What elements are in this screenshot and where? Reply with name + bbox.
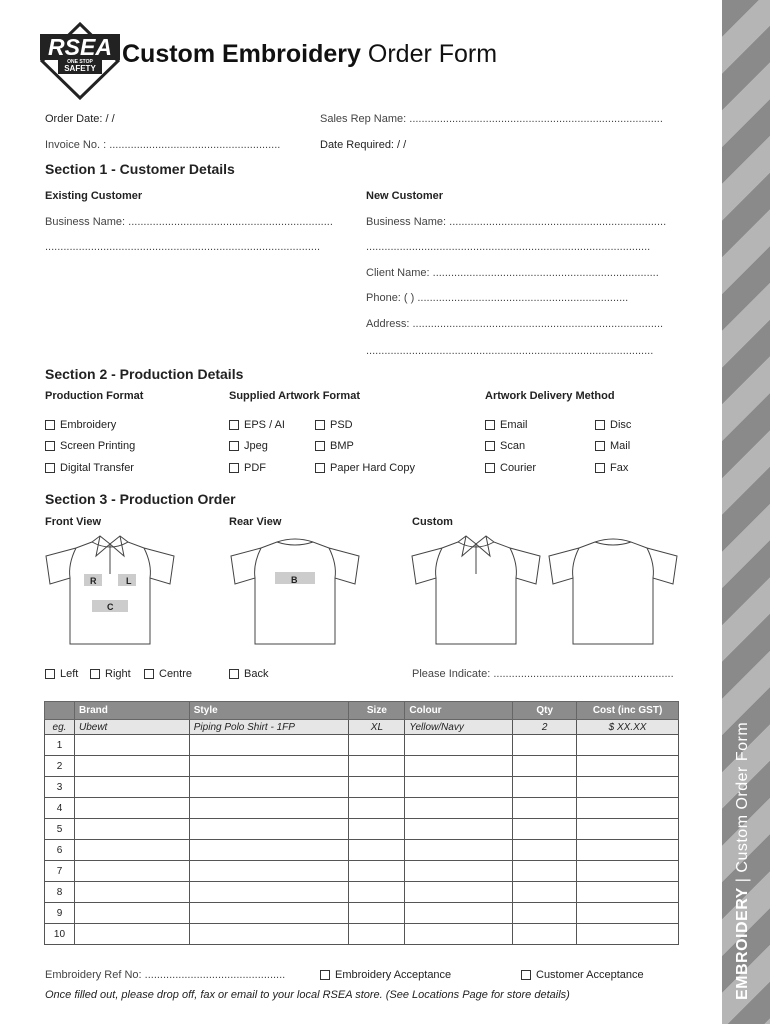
- delivery-method-title: Artwork Delivery Method: [485, 390, 615, 402]
- page-title: Custom Embroidery Order Form: [122, 40, 498, 68]
- address-line2[interactable]: ..............................................................................................: [366, 345, 654, 357]
- phone-field[interactable]: Phone: ( ) .....................................................................: [366, 292, 629, 304]
- custom-title: Custom: [412, 516, 453, 528]
- example-label: eg.: [45, 720, 75, 735]
- fax-label: Fax: [610, 462, 629, 474]
- eps-ai-checkbox[interactable]: [229, 420, 239, 430]
- example-brand: Ubewt: [74, 720, 189, 735]
- row-number: 8: [45, 882, 75, 903]
- row-number: 6: [45, 840, 75, 861]
- table-header-index: [45, 702, 75, 720]
- front-view-title: Front View: [45, 516, 102, 528]
- row-number: 10: [45, 924, 75, 945]
- screen-printing-label: Screen Printing: [60, 440, 136, 452]
- digital-transfer-checkbox[interactable]: [45, 463, 55, 473]
- customer-acceptance-checkbox[interactable]: [521, 970, 531, 980]
- left-checkbox[interactable]: [45, 669, 55, 679]
- back-label: Back: [244, 668, 269, 680]
- production-format-title: Production Format: [45, 390, 144, 402]
- jpeg-checkbox[interactable]: [229, 441, 239, 451]
- email-label: Email: [500, 419, 528, 431]
- scan-label: Scan: [500, 440, 526, 452]
- row-number: 9: [45, 903, 75, 924]
- fax-checkbox[interactable]: [595, 463, 605, 473]
- table-header-size: Size: [349, 702, 405, 720]
- example-qty: 2: [513, 720, 577, 735]
- embroidery-acceptance-label: Embroidery Acceptance: [335, 969, 452, 981]
- pdf-label: PDF: [244, 462, 266, 474]
- table-header-brand: Brand: [74, 702, 189, 720]
- order-date-field[interactable]: Order Date: / /: [45, 113, 115, 125]
- new-customer-title: New Customer: [366, 190, 444, 202]
- rear-polo-shirt-icon: [229, 534, 361, 652]
- front-label-c: C: [107, 602, 114, 612]
- table-row[interactable]: [45, 882, 679, 903]
- digital-transfer-label: Digital Transfer: [60, 462, 134, 474]
- table-header-cost: Cost (inc GST): [577, 702, 679, 720]
- please-indicate-field[interactable]: Please Indicate: ...........................................................: [412, 668, 674, 680]
- logo-sub2: SAFETY: [64, 64, 96, 73]
- address-field[interactable]: Address: ..................................................................................: [366, 318, 664, 330]
- table-row[interactable]: [45, 840, 679, 861]
- table-row[interactable]: [45, 798, 679, 819]
- table-row[interactable]: [45, 735, 679, 756]
- left-label: Left: [60, 668, 79, 680]
- paper-hard-copy-label: Paper Hard Copy: [330, 462, 415, 474]
- order-table: [44, 701, 679, 945]
- custom-rear-shirt-icon: [547, 534, 679, 652]
- row-number: 4: [45, 798, 75, 819]
- eps-ai-label: EPS / AI: [244, 419, 285, 431]
- existing-customer-title: Existing Customer: [45, 190, 143, 202]
- jpeg-label: Jpeg: [244, 440, 268, 452]
- example-cost: $ XX.XX: [577, 720, 679, 735]
- client-name-field[interactable]: Client Name: ..........................................................................: [366, 267, 659, 279]
- psd-label: PSD: [330, 419, 353, 431]
- right-label: Right: [105, 668, 131, 680]
- table-header-row: [45, 702, 679, 720]
- table-row[interactable]: [45, 777, 679, 798]
- date-required-field[interactable]: Date Required: / /: [320, 139, 407, 151]
- paper-hard-copy-checkbox[interactable]: [315, 463, 325, 473]
- existing-business-line2[interactable]: ..........................................................................................: [45, 241, 321, 253]
- bmp-checkbox[interactable]: [315, 441, 325, 451]
- table-row[interactable]: [45, 756, 679, 777]
- logo-sub1: ONE STOP: [67, 59, 93, 65]
- sales-rep-field[interactable]: Sales Rep Name: ...................................................................................: [320, 113, 663, 125]
- rear-view-title: Rear View: [229, 516, 282, 528]
- row-number: 7: [45, 861, 75, 882]
- courier-checkbox[interactable]: [485, 463, 495, 473]
- mail-checkbox[interactable]: [595, 441, 605, 451]
- logo-text: RSEA: [48, 34, 112, 60]
- pdf-checkbox[interactable]: [229, 463, 239, 473]
- disc-label: Disc: [610, 419, 632, 431]
- embroidery-acceptance-checkbox[interactable]: [320, 970, 330, 980]
- table-row[interactable]: [45, 924, 679, 945]
- psd-checkbox[interactable]: [315, 420, 325, 430]
- footer-note: Once filled out, please drop off, fax or email to your local RSEA store. (See Locations Page for store details): [45, 989, 570, 1001]
- table-example-row: [45, 720, 679, 735]
- custom-front-shirt-icon: [410, 534, 542, 652]
- embroidery-ref-field[interactable]: Embroidery Ref No: ..............................................: [45, 969, 286, 981]
- new-business-field[interactable]: Business Name: .......................................................................: [366, 216, 667, 228]
- section3-title: Section 3 - Production Order: [45, 491, 236, 507]
- row-number: 3: [45, 777, 75, 798]
- centre-checkbox[interactable]: [144, 669, 154, 679]
- section1-title: Section 1 - Customer Details: [45, 161, 235, 177]
- front-label-r: R: [90, 576, 97, 586]
- embroidery-label: Embroidery: [60, 419, 117, 431]
- email-checkbox[interactable]: [485, 420, 495, 430]
- row-number: 2: [45, 756, 75, 777]
- table-header-colour: Colour: [405, 702, 513, 720]
- table-header-qty: Qty: [513, 702, 577, 720]
- rear-label-b: B: [291, 575, 298, 585]
- section2-title: Section 2 - Production Details: [45, 366, 244, 382]
- invoice-field[interactable]: Invoice No. : ........................................................: [45, 139, 281, 151]
- artwork-format-title: Supplied Artwork Format: [229, 390, 360, 402]
- table-header-style: Style: [189, 702, 349, 720]
- example-colour: Yellow/Navy: [405, 720, 513, 735]
- new-business-line2[interactable]: .............................................................................................: [366, 241, 651, 253]
- front-label-l: L: [126, 576, 132, 586]
- centre-label: Centre: [159, 668, 193, 680]
- table-row[interactable]: [45, 861, 679, 882]
- table-row[interactable]: [45, 819, 679, 840]
- courier-label: Courier: [500, 462, 537, 474]
- example-size: XL: [349, 720, 405, 735]
- disc-checkbox[interactable]: [595, 420, 605, 430]
- bmp-label: BMP: [330, 440, 354, 452]
- row-number: 5: [45, 819, 75, 840]
- screen-printing-checkbox[interactable]: [45, 441, 55, 451]
- embroidery-checkbox[interactable]: [45, 420, 55, 430]
- example-style: Piping Polo Shirt - 1FP: [189, 720, 349, 735]
- table-row[interactable]: [45, 903, 679, 924]
- side-band-text: EMBROIDERY | Custom Order Form: [734, 721, 751, 1000]
- front-polo-shirt-icon: [44, 534, 176, 652]
- existing-business-field[interactable]: Business Name: ...................................................................: [45, 216, 333, 228]
- mail-label: Mail: [610, 440, 631, 452]
- scan-checkbox[interactable]: [485, 441, 495, 451]
- row-number: 1: [45, 735, 75, 756]
- customer-acceptance-label: Customer Acceptance: [536, 969, 644, 981]
- back-checkbox[interactable]: [229, 669, 239, 679]
- right-checkbox[interactable]: [90, 669, 100, 679]
